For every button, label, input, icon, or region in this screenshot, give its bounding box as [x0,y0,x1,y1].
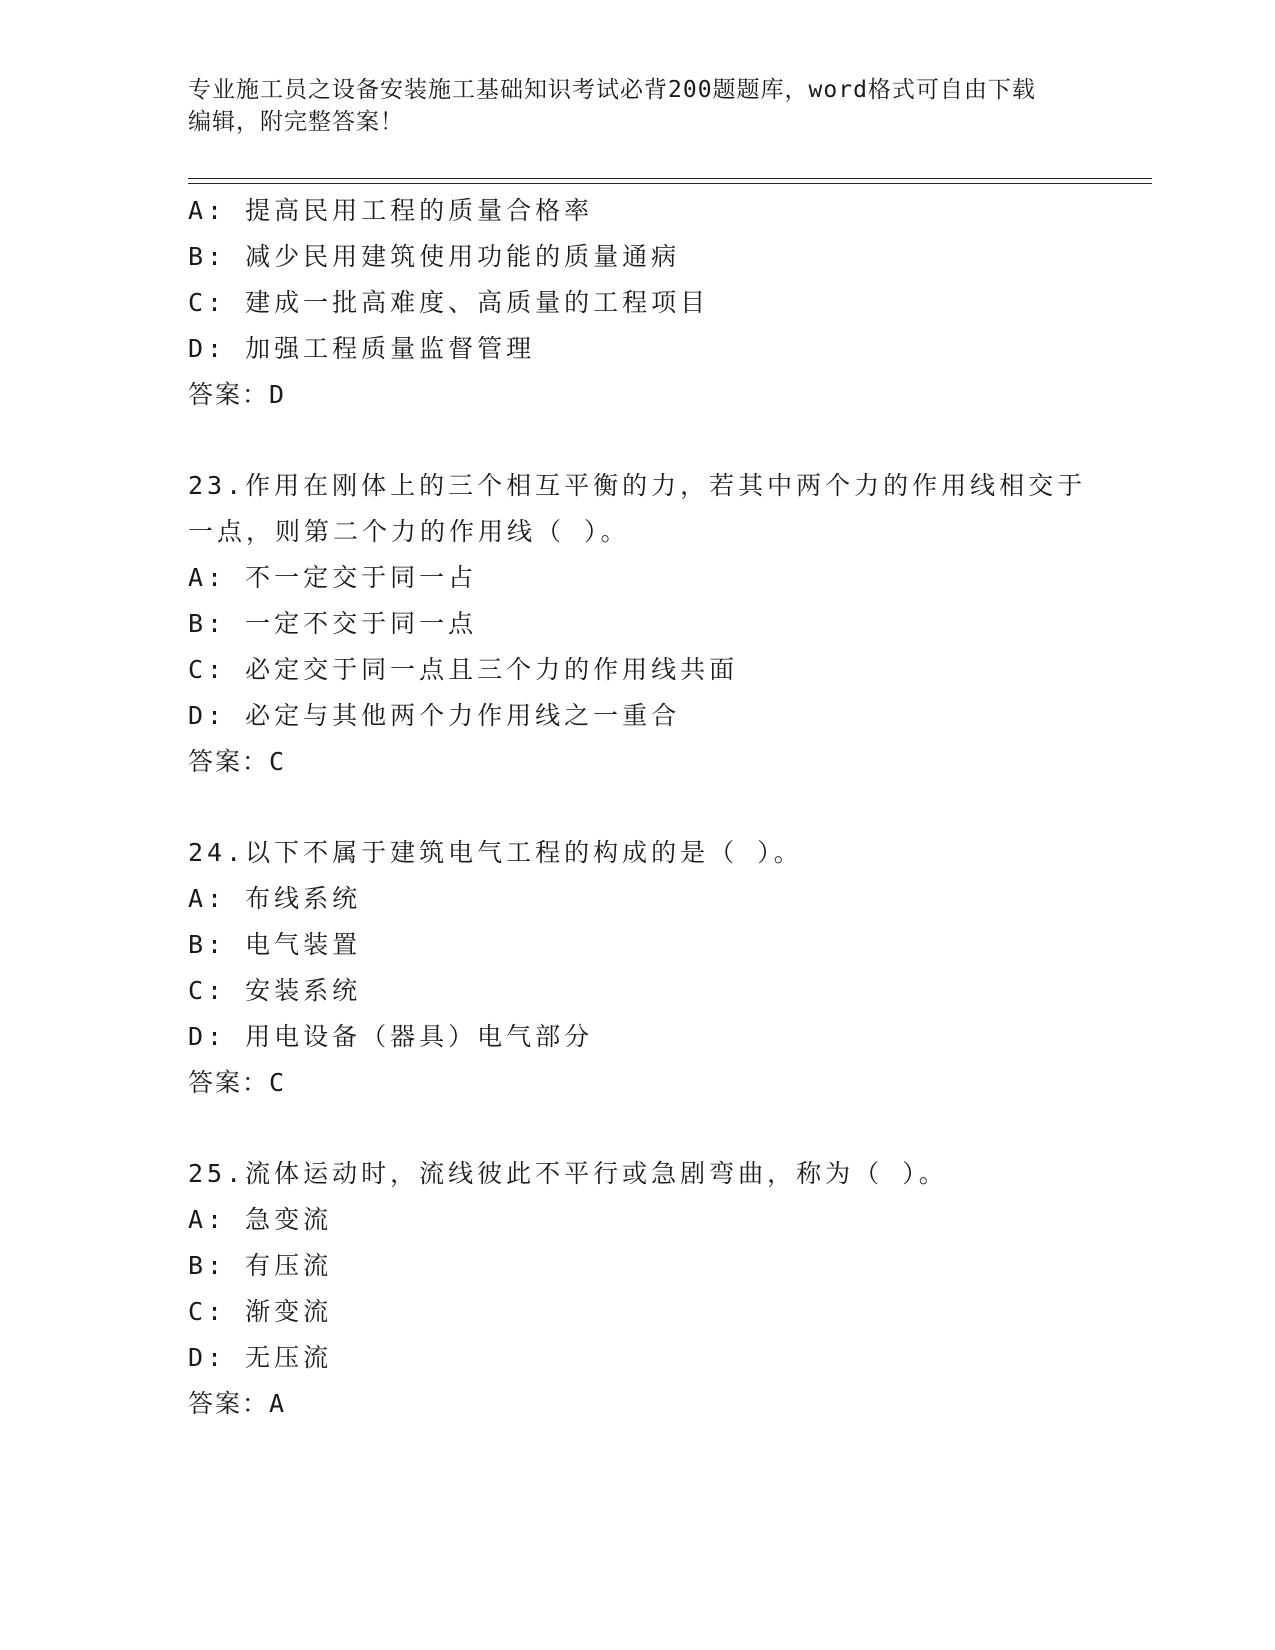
spacer [188,418,1088,463]
option-a: A: 不一定交于同一占 [188,563,478,592]
question-stem: 24.以下不属于建筑电气工程的构成的是（ ）。 [188,838,803,867]
answer: 答案：C [188,1068,287,1097]
option-a: A: 布线系统 [188,884,362,913]
spacer [188,785,1088,830]
question-stem-continued: 一点，则第二个力的作用线（ ）。 [188,517,630,546]
document-header [188,74,1088,138]
answer: 答案：A [188,1389,287,1418]
option-c: C: 渐变流 [188,1297,333,1326]
option-d: D: 用电设备（器具）电气部分 [188,1022,594,1051]
question-25 [188,1151,1088,1427]
option-d: D: 必定与其他两个力作用线之一重合 [188,701,681,730]
option-b: B: 减少民用建筑使用功能的质量通病 [188,242,681,271]
header-divider-top [188,178,1152,179]
question-stem: 23.作用在刚体上的三个相互平衡的力，若其中两个力的作用线相交于 [188,471,1087,500]
option-a: A: 提高民用工程的质量合格率 [188,196,594,225]
answer: 答案：D [188,380,287,409]
header-title-line-1: 专业施工员之设备安装施工基础知识考试必背200题题库，word格式可自由下载 [188,77,1036,103]
option-d: D: 无压流 [188,1343,333,1372]
option-b: B: 一定不交于同一点 [188,609,478,638]
option-c: C: 建成一批高难度、高质量的工程项目 [188,288,710,317]
question-23 [188,463,1088,785]
option-a: A: 急变流 [188,1205,333,1234]
option-b: B: 电气装置 [188,930,362,959]
spacer [188,1106,1088,1151]
header-title-line-2: 编辑，附完整答案！ [188,109,404,135]
option-b: B: 有压流 [188,1251,333,1280]
question-24 [188,830,1088,1106]
question-list [188,188,1088,1427]
option-c: C: 必定交于同一点且三个力的作用线共面 [188,655,739,684]
header-divider-bottom [188,183,1152,184]
question-stem: 25.流体运动时，流线彼此不平行或急剧弯曲，称为（ ）。 [188,1159,948,1188]
answer: 答案：C [188,747,287,776]
question-22 [188,188,1088,418]
option-d: D: 加强工程质量监督管理 [188,334,536,363]
option-c: C: 安装系统 [188,976,362,1005]
